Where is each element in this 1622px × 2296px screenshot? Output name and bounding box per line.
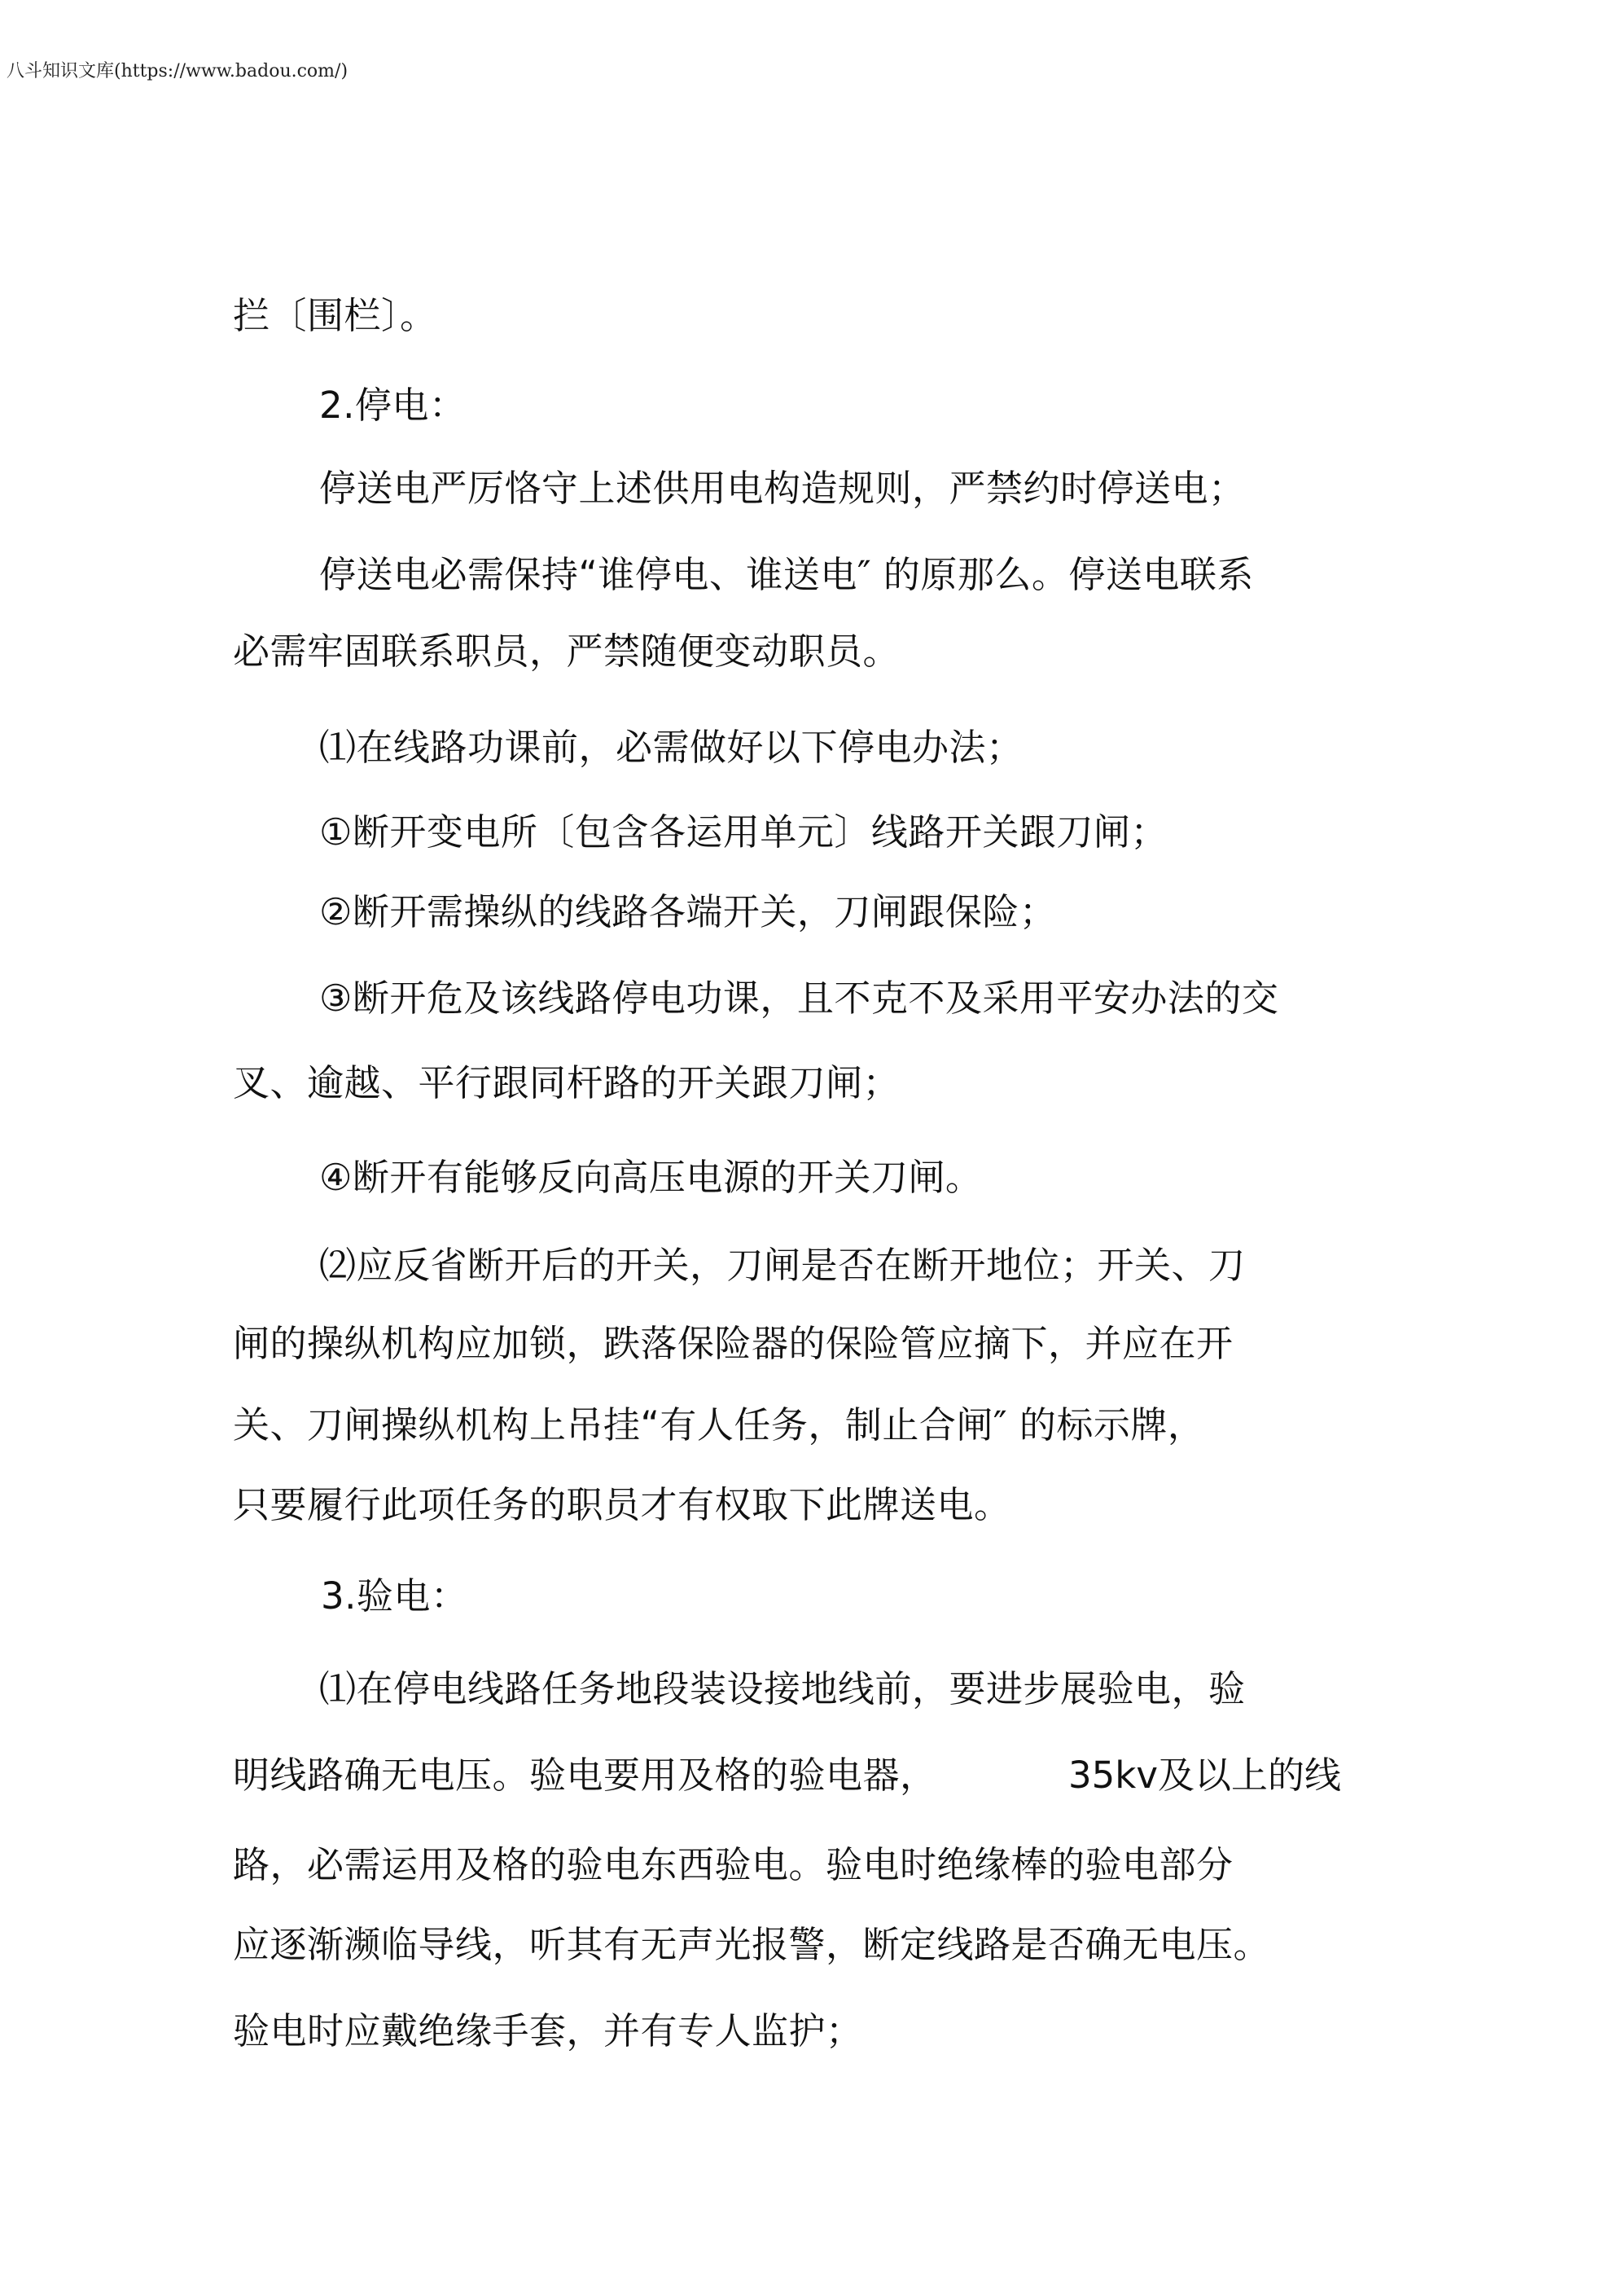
- text-line: 停送电严厉恪守上述供用电构造规则，严禁约时停送电；: [319, 467, 1246, 510]
- text-line: ⑵应反省断开后的开关，刀闸是否在断开地位；开关、刀: [319, 1244, 1246, 1287]
- text-line: ①断开变电所〔包含各运用单元〕线路开关跟刀闸；: [319, 810, 1168, 854]
- text-line: 必需牢固联系职员，严禁随便变动职员。: [233, 630, 901, 673]
- text-line: ③断开危及该线路停电功课，且不克不及采用平安办法的交: [319, 977, 1279, 1020]
- text-line: 路，必需运用及格的验电东西验电。验电时绝缘棒的验电部分: [233, 1843, 1234, 1886]
- text-line: ④断开有能够反向高压电源的开关刀闸。: [319, 1156, 983, 1199]
- text-line: 闸的操纵机构应加锁，跌落保险器的保险管应摘下，并应在开: [233, 1322, 1234, 1365]
- text-line: ⑴在线路功课前，必需做好以下停电办法；: [319, 726, 1024, 769]
- text-line: 叉、逾越、平行跟同杆路的开关跟刀闸；: [233, 1061, 901, 1104]
- text-line: 明线路确无电压。验电要用及格的验电器，: [233, 1754, 937, 1797]
- text-line-continuation: 35kv及以上的线: [1068, 1754, 1341, 1797]
- text-line: 只要履行此项任务的职员才有权取下此牌送电。: [233, 1483, 1011, 1526]
- text-line: ②断开需操纵的线路各端开关，刀闸跟保险；: [319, 890, 1057, 933]
- watermark-header: 八斗知识文库(https://www.badou.com/): [7, 61, 349, 81]
- section-heading-voltage-test: 3.验电：: [321, 1574, 468, 1618]
- text-line: 验电时应戴绝缘手套，并有专人监护；: [233, 2009, 863, 2052]
- text-line: ⑴在停电线路任务地段装设接地线前，要进步展验电，验: [319, 1667, 1246, 1710]
- text-line: 拦〔围栏〕。: [233, 294, 437, 337]
- text-line: 关、刀闸操纵机构上吊挂“有人任务，制止合闸″ 的标示牌，: [233, 1403, 1205, 1447]
- text-line: 停送电必需保持“谁停电、谁送电″ 的原那么。停送电联系: [319, 553, 1254, 596]
- section-heading-power-off: 2.停电：: [319, 384, 467, 427]
- text-line: 应逐渐濒临导线，听其有无声光报警，断定线路是否确无电压。: [233, 1923, 1271, 1966]
